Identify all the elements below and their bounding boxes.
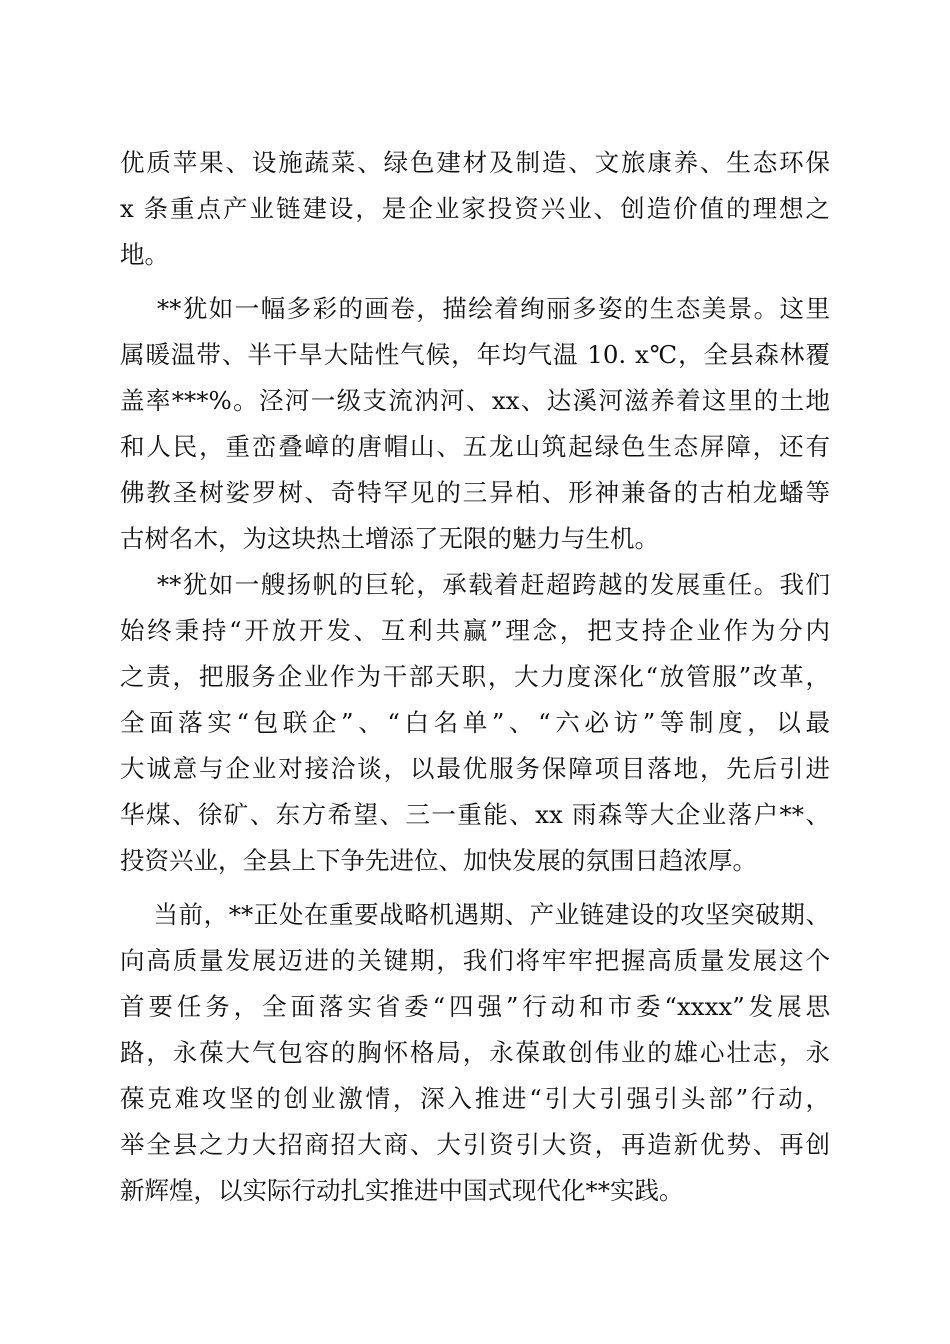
- text-line: 和人民，重峦叠嶂的唐帽山、五龙山筑起绿色生态屏障，还有: [120, 432, 830, 461]
- text-line: 地。: [120, 240, 169, 269]
- text-line: 佛教圣树娑罗树、奇特罕见的三异柏、形神兼备的古柏龙蟠等: [120, 478, 830, 507]
- text-line: x 条重点产业链建设，是企业家投资兴业、创造价值的理想之: [120, 194, 830, 223]
- text-line: 路，永葆大气包容的胸怀格局，永葆敢创伟业的雄心壮志，永: [120, 1038, 830, 1067]
- text-line: **犹如一幅多彩的画卷，描绘着绚丽多姿的生态美景。这里: [120, 294, 830, 323]
- text-line: **犹如一艘扬帆的巨轮，承载着赶超跨越的发展重任。我们: [120, 570, 830, 599]
- paragraph-ecology: [120, 286, 830, 562]
- text-line: 属暖温带、半干旱大陆性气候，年均气温 10. x℃，全县森林覆: [120, 340, 830, 369]
- text-line: 华煤、徐矿、东方希望、三一重能、xx 雨森等大企业落户**、: [120, 800, 830, 829]
- document-body: [120, 140, 830, 1214]
- text-line: 新辉煌，以实际行动扎实推进中国式现代化**实践。: [120, 1176, 684, 1205]
- text-line: 全面落实“包联企”、“白名单”、“六必访”等制度，以最: [120, 708, 830, 737]
- text-line: 大诚意与企业对接洽谈，以最优服务保障项目落地，先后引进: [120, 754, 830, 783]
- text-line: 始终秉持“开放开发、互利共赢”理念，把支持企业作为分内: [120, 616, 830, 645]
- text-line: 盖率***%。泾河一级支流汭河、xx、达溪河滋养着这里的土地: [120, 386, 830, 415]
- text-line: 向高质量发展迈进的关键期，我们将牢牢把握高质量发展这个: [120, 946, 830, 975]
- text-line: 之责，把服务企业作为干部天职，大力度深化“放管服”改革，: [120, 662, 830, 691]
- text-line: 投资兴业，全县上下争先进位、加快发展的氛围日趋浓厚。: [120, 846, 757, 875]
- text-line: 葆克难攻坚的创业激情，深入推进“引大引强引头部”行动，: [120, 1084, 830, 1113]
- text-line: 古树名木，为这块热土增添了无限的魅力与生机。: [120, 524, 659, 553]
- paragraph-development: [120, 562, 830, 884]
- paragraph-industry-chains: [120, 140, 830, 278]
- text-line: 首要任务，全面落实省委“四强”行动和市委“xxxx”发展思: [120, 992, 830, 1021]
- text-line: 优质苹果、设施蔬菜、绿色建材及制造、文旅康养、生态环保: [120, 148, 830, 177]
- paragraph-current-stage: [120, 892, 830, 1214]
- text-line: 举全县之力大招商招大商、大引资引大资，再造新优势、再创: [120, 1130, 830, 1159]
- text-line: 当前，**正处在重要战略机遇期、产业链建设的攻坚突破期、: [120, 900, 830, 929]
